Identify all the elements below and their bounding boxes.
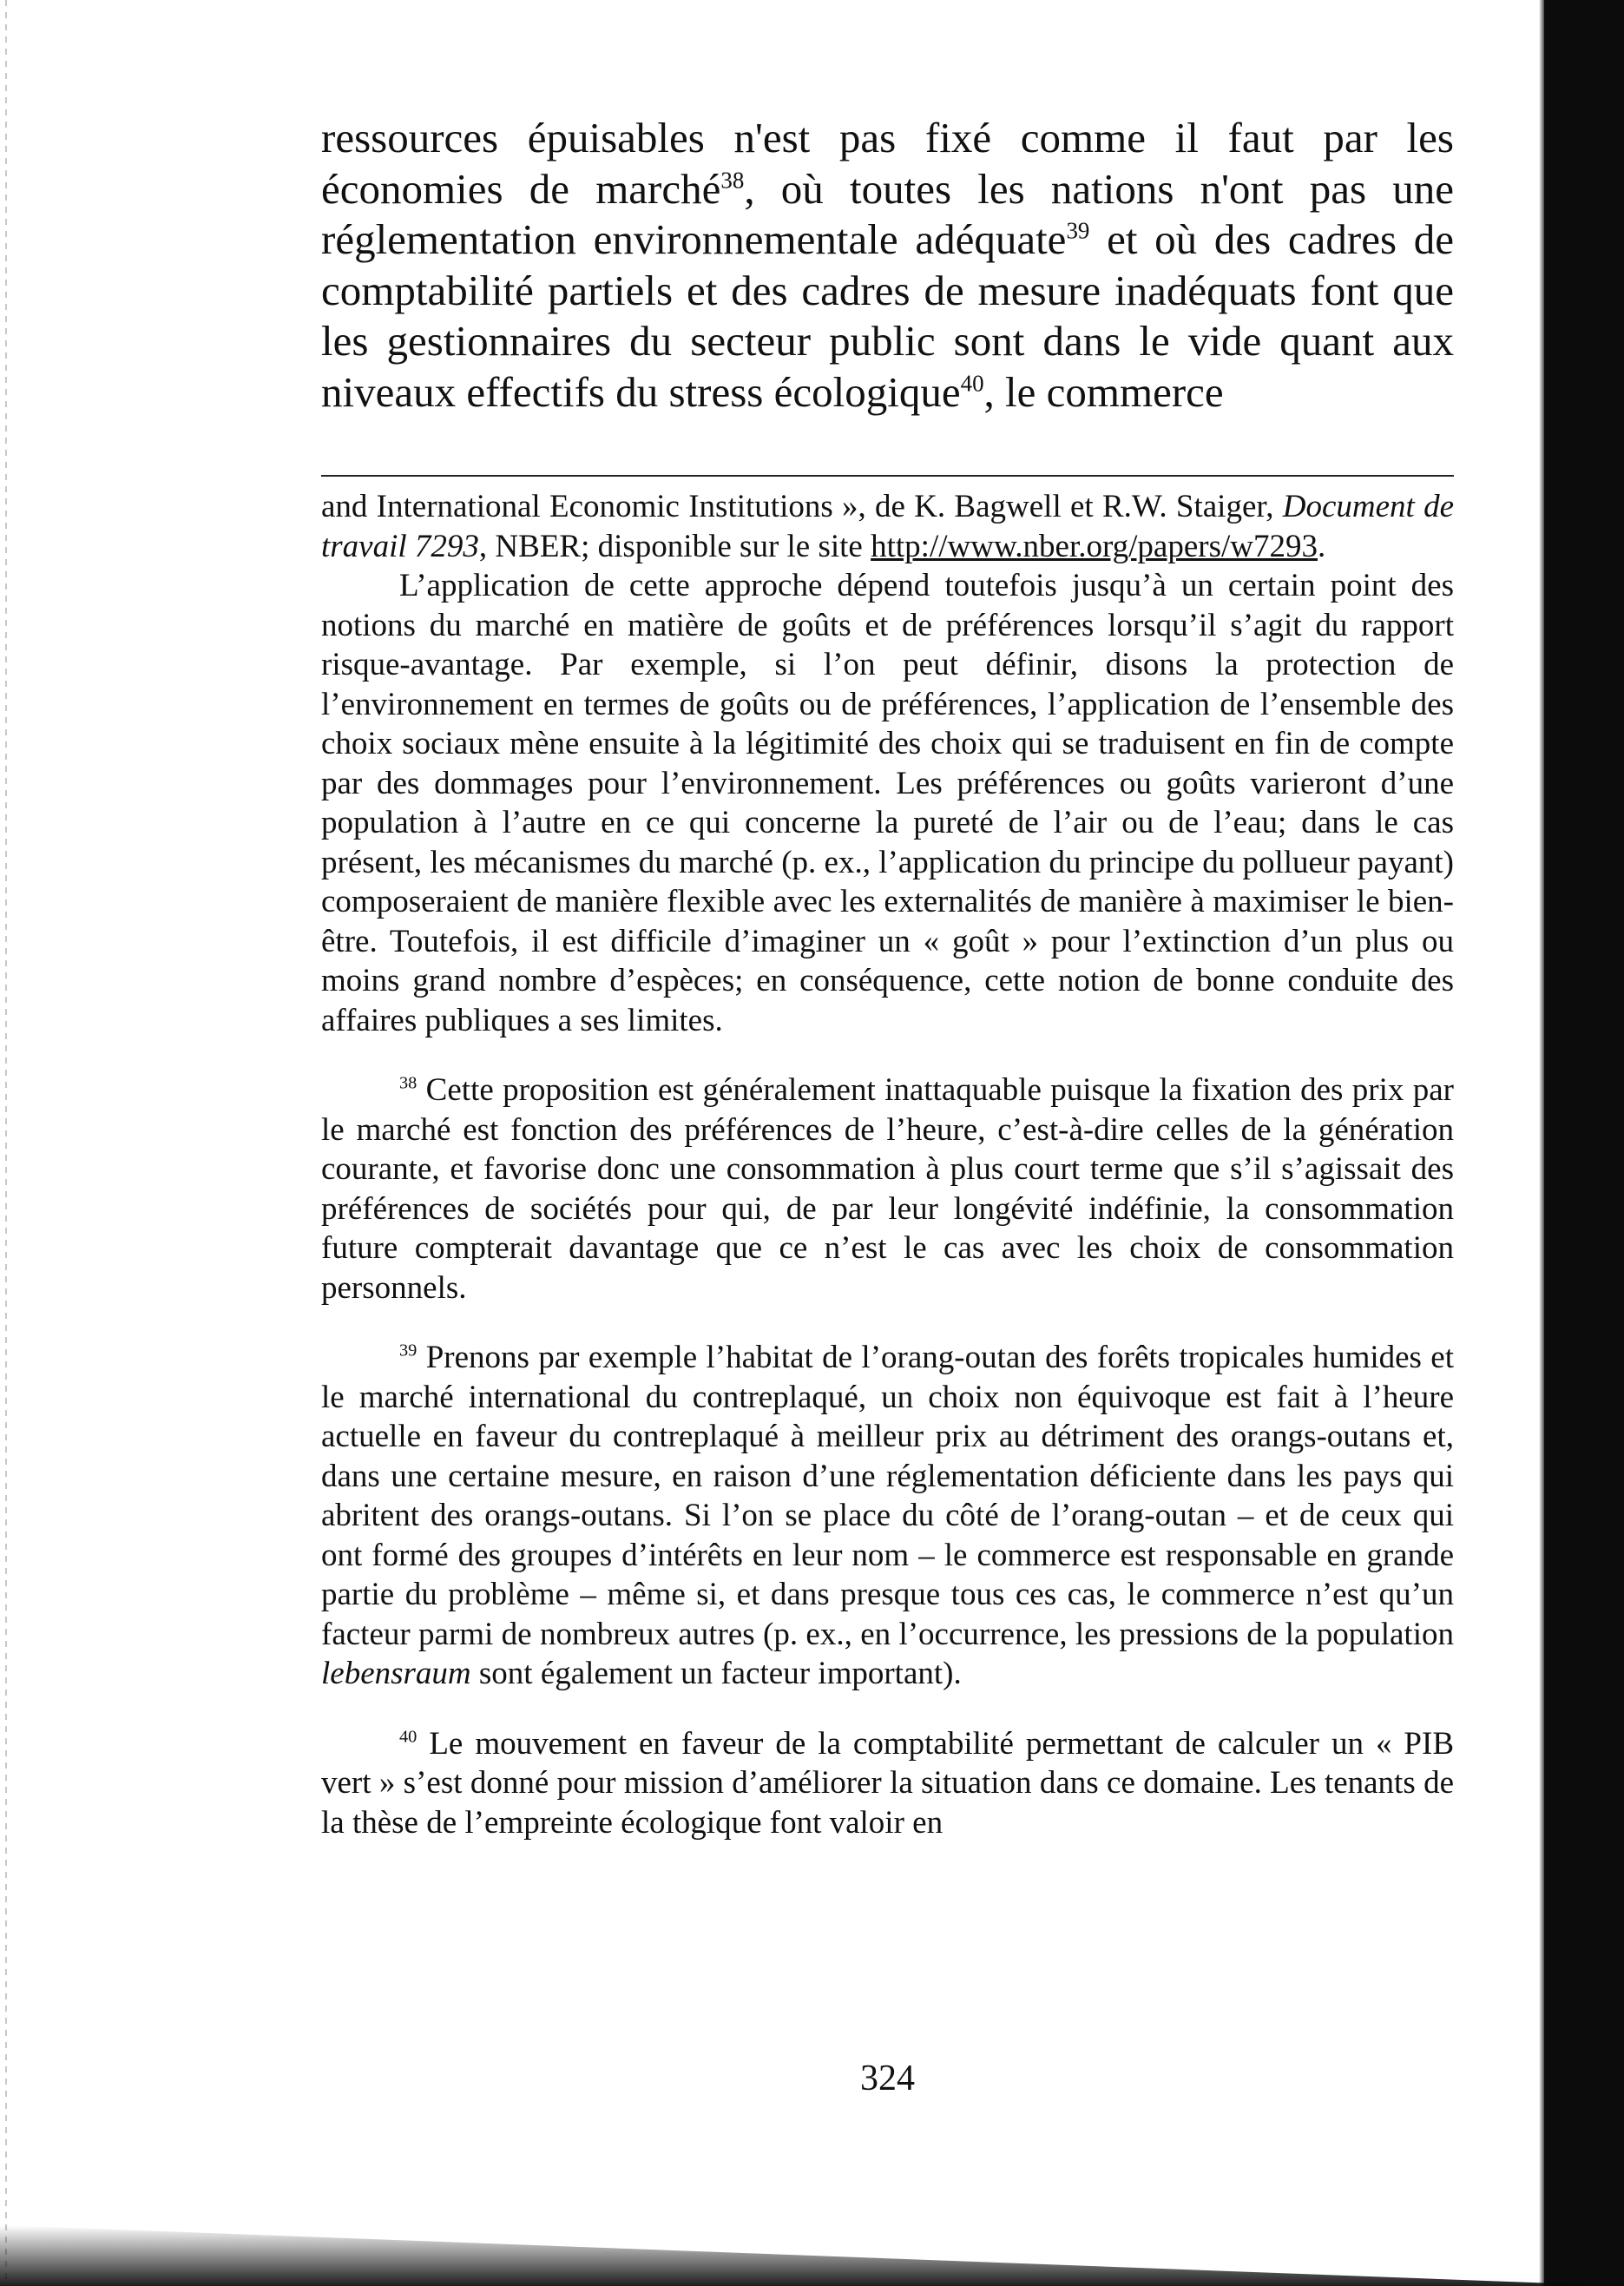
- main-text: [321, 113, 1454, 418]
- footnote-text: , NBER; disponible sur le site: [478, 528, 871, 564]
- footnote-39: [321, 1338, 1454, 1694]
- page-number: 324: [860, 2059, 915, 2098]
- body-text: , le commerce: [983, 367, 1224, 416]
- footnote-text: Prenons par exemple l’habitat de l’orang-outan des forêts tropicales humides et le marché international du contreplaqué, un choix non équivoque est fait à l’heure actuelle en faveur du contreplaqué à meilleur prix au détriment des orangs-outans et, dans une certaine mesure, en raison d’une réglementation déficiente dans les pays qui abritent des orangs-outans. Si l’on se place du côté de l’orang-outan – et de ceux qui ont formé des groupes d’intérêts en leur nom – le commerce est responsable en grande partie du problème – même si, et dans presque tous ces cas, le commerce n’est qu’un facteur parmi de nombreux autres (p. ex., en l’occurrence, les pressions de la population: [321, 1340, 1454, 1652]
- footnote-38: [321, 1071, 1454, 1308]
- body-text: et où des cadres de comptabilité partiels et des cadres de mesure inadéquats font que les gestionnaires du secteur public sont dans le vide quant aux niveaux effectifs du stress écologique: [321, 215, 1454, 416]
- footnotes: [321, 487, 1454, 1842]
- footnote-ref-38: 38: [720, 167, 745, 194]
- footnote-text: and International Economic Institutions », de K. Bagwell et R.W. Staiger,: [321, 489, 1283, 524]
- footnote-text: Le mouvement en faveur de la comptabilité permettant de calculer un « PIB vert » s’est donné pour mission d’améliorer la situation dans ce domaine. Les tenants de la thèse de l’empreinte écologique font valoir en: [321, 1725, 1454, 1841]
- italic-term: lebensraum: [321, 1656, 471, 1691]
- body-paragraph: [321, 113, 1454, 418]
- body-text: ressources épuisables n'est pas fixé comme il faut par les économies de marché: [321, 114, 1454, 213]
- nber-link[interactable]: http://www.nber.org/papers/w7293: [871, 528, 1318, 564]
- body-text: , où toutes les nations n'ont pas une réglementation environnementale adéquate: [321, 164, 1455, 263]
- scan-bottom-shadow: [0, 2225, 1624, 2286]
- footnote-text: Cette proposition est généralement inattaquable puisque la fixation des prix par le marché est fonction des préférences de l’heure, c’est-à-dire celles de la génération courante, et favorise donc une consommation à plus court terme que s’il s’agissait des préférences de sociétés pour qui, de par leur longévité indéfinie, la consommation future compterait davantage que ce n’est le cas avec les choix de consommation personnels.: [321, 1072, 1454, 1306]
- document-title: Document de travail 7293: [321, 489, 1454, 564]
- footnote-40: [321, 1724, 1454, 1843]
- footnote-ref-39: 39: [1066, 217, 1090, 244]
- footnote-number: 39: [399, 1341, 418, 1360]
- scan-margin-line: [5, 0, 7, 2286]
- footnote-separator: [321, 475, 1454, 477]
- book-binding-shadow: [1544, 0, 1624, 2286]
- footnote-text: sont également un facteur important).: [470, 1656, 962, 1691]
- footnote-continuation-paragraph: L’application de cette approche dépend toutefois jusqu’à un certain point des notions du marché en matière de goûts et de préférences lorsqu’il s’agit du rapport risque-avantage. Par exemple, si l’on peut définir, disons la protection de l’environnement en termes de goûts ou de préférences, l’application de l’ensemble des choix sociaux mène ensuite à la légitimité des choix qui se traduisent en fin de compte par des dommages pour l’environnement. Les préférences ou goûts varieront d’une population à l’autre en ce qui concerne la pureté de l’air ou de l’eau; dans le cas présent, les mécanismes du marché (p. ex., l’application du principe du pollueur payant) composeraient de manière flexible avec les externalités de manière à maximiser le bien-être. Toutefois, il est difficile d’imaginer un « goût » pour l’extinction d’un plus ou moins grand nombre d’espèces; en conséquence, cette notion de bonne conduite des affaires publiques a ses limites.: [321, 568, 1454, 1038]
- footnote-number: 40: [399, 1727, 418, 1747]
- footnote-continuation: [321, 487, 1454, 566]
- page-content: [321, 113, 1454, 1842]
- footnote-number: 38: [399, 1073, 418, 1093]
- footnote-text: .: [1317, 528, 1326, 564]
- footnote-ref-40: 40: [960, 370, 984, 397]
